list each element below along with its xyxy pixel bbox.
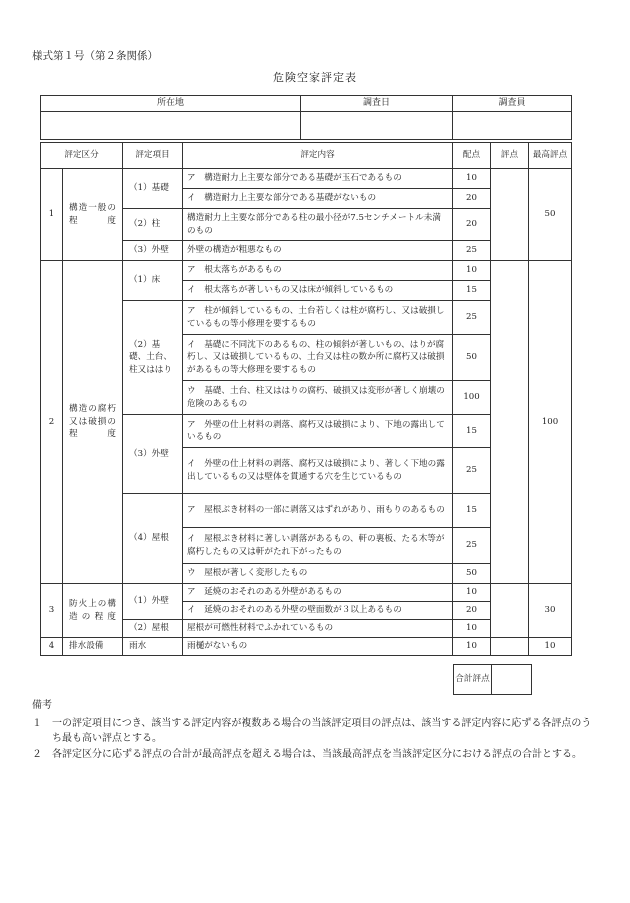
remark-item [32, 716, 592, 747]
section-3-number: 3 [41, 584, 63, 638]
section-4-number: 4 [41, 638, 63, 656]
content-header: 評定内容 [183, 143, 453, 169]
criterion-points: 15 [453, 494, 491, 528]
criterion-text: ウ 屋根が著しく変形したもの [183, 564, 453, 584]
criterion-points: 25 [453, 241, 491, 261]
form-number: 様式第１号（第２条関係） [32, 50, 158, 62]
section-1-score-cell[interactable] [491, 169, 529, 261]
section-2-item-2: （2）基礎、土台、柱又ははり [123, 301, 183, 415]
criterion-points: 10 [453, 620, 491, 638]
location-header: 所在地 [41, 96, 301, 112]
criterion-points: 10 [453, 584, 491, 602]
section-3-max-score: 30 [529, 584, 572, 638]
section-4-item-1: 雨水 [123, 638, 183, 656]
criterion-points: 25 [453, 448, 491, 494]
criterion-points: 50 [453, 564, 491, 584]
remark-number: ２ [32, 748, 42, 760]
max-score-header: 最高評点 [529, 143, 572, 169]
section-2-category: 構造の腐朽又は破損の程度 [63, 261, 123, 584]
document-title: 危険空家評定表 [273, 71, 357, 84]
section-2-score-cell[interactable] [491, 261, 529, 584]
surveyor-field[interactable] [453, 112, 572, 140]
criterion-text: ア 屋根ぶき材料の一部に剥落又はずれがあり、雨もりのあるもの [183, 494, 453, 528]
section-4-max-score: 10 [529, 638, 572, 656]
criterion-points: 10 [453, 169, 491, 189]
section-1-category: 構造一般の程度 [63, 169, 123, 261]
section-1-item-3: （3）外壁 [123, 241, 183, 261]
category-header: 評定区分 [41, 143, 123, 169]
section-2-item-4: （4）屋根 [123, 494, 183, 584]
points-header: 配点 [453, 143, 491, 169]
criterion-text: イ 基礎に不同沈下のあるもの、柱の傾斜が著しいもの、はりが腐朽し、又は破損しているもの、土台又は柱の数か所に腐朽又は破損があるもの等大修理を要するもの [183, 335, 453, 381]
evaluation-table [40, 142, 572, 656]
criterion-text: イ 外壁の仕上材料の剥落、腐朽又は破損により、著しく下地の露出しているもの又は壁体を貫通する穴を生じているもの [183, 448, 453, 494]
remark-number: １ [32, 717, 42, 729]
section-2-max-score: 100 [529, 261, 572, 584]
location-field[interactable] [41, 112, 301, 140]
criterion-text: ア 構造耐力上主要な部分である基礎が玉石であるもの [183, 169, 453, 189]
section-1-item-1: （1）基礎 [123, 169, 183, 209]
criterion-text: ア 柱が傾斜しているもの、土台若しくは柱が腐朽し、又は破損しているもの等小修理を要するもの [183, 301, 453, 335]
criterion-text: ア 延焼のおそれのある外壁があるもの [183, 584, 453, 602]
survey-date-field[interactable] [301, 112, 453, 140]
remarks-section [32, 698, 592, 762]
total-score-field[interactable] [492, 665, 532, 695]
criterion-text: 屋根が可燃性材料でふかれているもの [183, 620, 453, 638]
total-score-table [453, 664, 532, 695]
criterion-points: 20 [453, 189, 491, 209]
criterion-text: ア 外壁の仕上材料の剥落、腐朽又は破損により、下地の露出しているもの [183, 415, 453, 448]
section-1-item-2: （2）柱 [123, 209, 183, 241]
criterion-points: 25 [453, 528, 491, 564]
remark-text: 各評定区分に応ずる評点の合計が最高評点を超える場合は、当該最高評点を当該評定区分における評点の合計とする。 [52, 748, 582, 760]
criterion-text: イ 構造耐力上主要な部分である基礎がないもの [183, 189, 453, 209]
section-3-score-cell[interactable] [491, 584, 529, 638]
section-1-number: 1 [41, 169, 63, 261]
remark-text: 一の評定項目につき、該当する評定内容が複数ある場合の当該評定項目の評点は、該当する評定内容に応ずる各評点のうち最も高い評点とする。 [52, 717, 592, 744]
criterion-text: ア 根太落ちがあるもの [183, 261, 453, 281]
surveyor-header: 調査員 [453, 96, 572, 112]
criterion-points: 15 [453, 415, 491, 448]
item-header: 評定項目 [123, 143, 183, 169]
survey-date-header: 調査日 [301, 96, 453, 112]
score-header: 評点 [491, 143, 529, 169]
criterion-points: 100 [453, 381, 491, 415]
criterion-text: 構造耐力上主要な部分である柱の最小径が7.5センチメートル未満のもの [183, 209, 453, 241]
remark-item [32, 747, 592, 763]
criterion-text: イ 屋根ぶき材料に著しい剥落があるもの、軒の裏板、たる木等が腐朽したもの又は軒がたれ下がったもの [183, 528, 453, 564]
criterion-points: 20 [453, 209, 491, 241]
remarks-heading: 備考 [32, 700, 52, 711]
criterion-text: ウ 基礎、土台、柱又ははりの腐朽、破損又は変形が著しく崩壊の危険のあるもの [183, 381, 453, 415]
criterion-points: 10 [453, 638, 491, 656]
criterion-points: 15 [453, 281, 491, 301]
section-4-score-cell[interactable] [491, 638, 529, 656]
criterion-points: 20 [453, 602, 491, 620]
criterion-text: 雨樋がないもの [183, 638, 453, 656]
criterion-points: 50 [453, 335, 491, 381]
section-3-category: 防火上の構造の程度 [63, 584, 123, 638]
section-3-item-2: （2）屋根 [123, 620, 183, 638]
criterion-text: イ 根太落ちが著しいもの又は床が傾斜しているもの [183, 281, 453, 301]
section-2-item-1: （1）床 [123, 261, 183, 301]
section-1-max-score: 50 [529, 169, 572, 261]
criterion-text: イ 延焼のおそれのある外壁の壁面数が３以上あるもの [183, 602, 453, 620]
section-4-category: 排水設備 [63, 638, 123, 656]
criterion-points: 25 [453, 301, 491, 335]
criterion-points: 10 [453, 261, 491, 281]
criterion-text: 外壁の構造が粗悪なもの [183, 241, 453, 261]
survey-info-table [40, 95, 572, 140]
section-3-item-1: （1）外壁 [123, 584, 183, 620]
total-score-label: 合計評点 [454, 665, 492, 695]
section-2-number: 2 [41, 261, 63, 584]
section-2-item-3: （3）外壁 [123, 415, 183, 494]
